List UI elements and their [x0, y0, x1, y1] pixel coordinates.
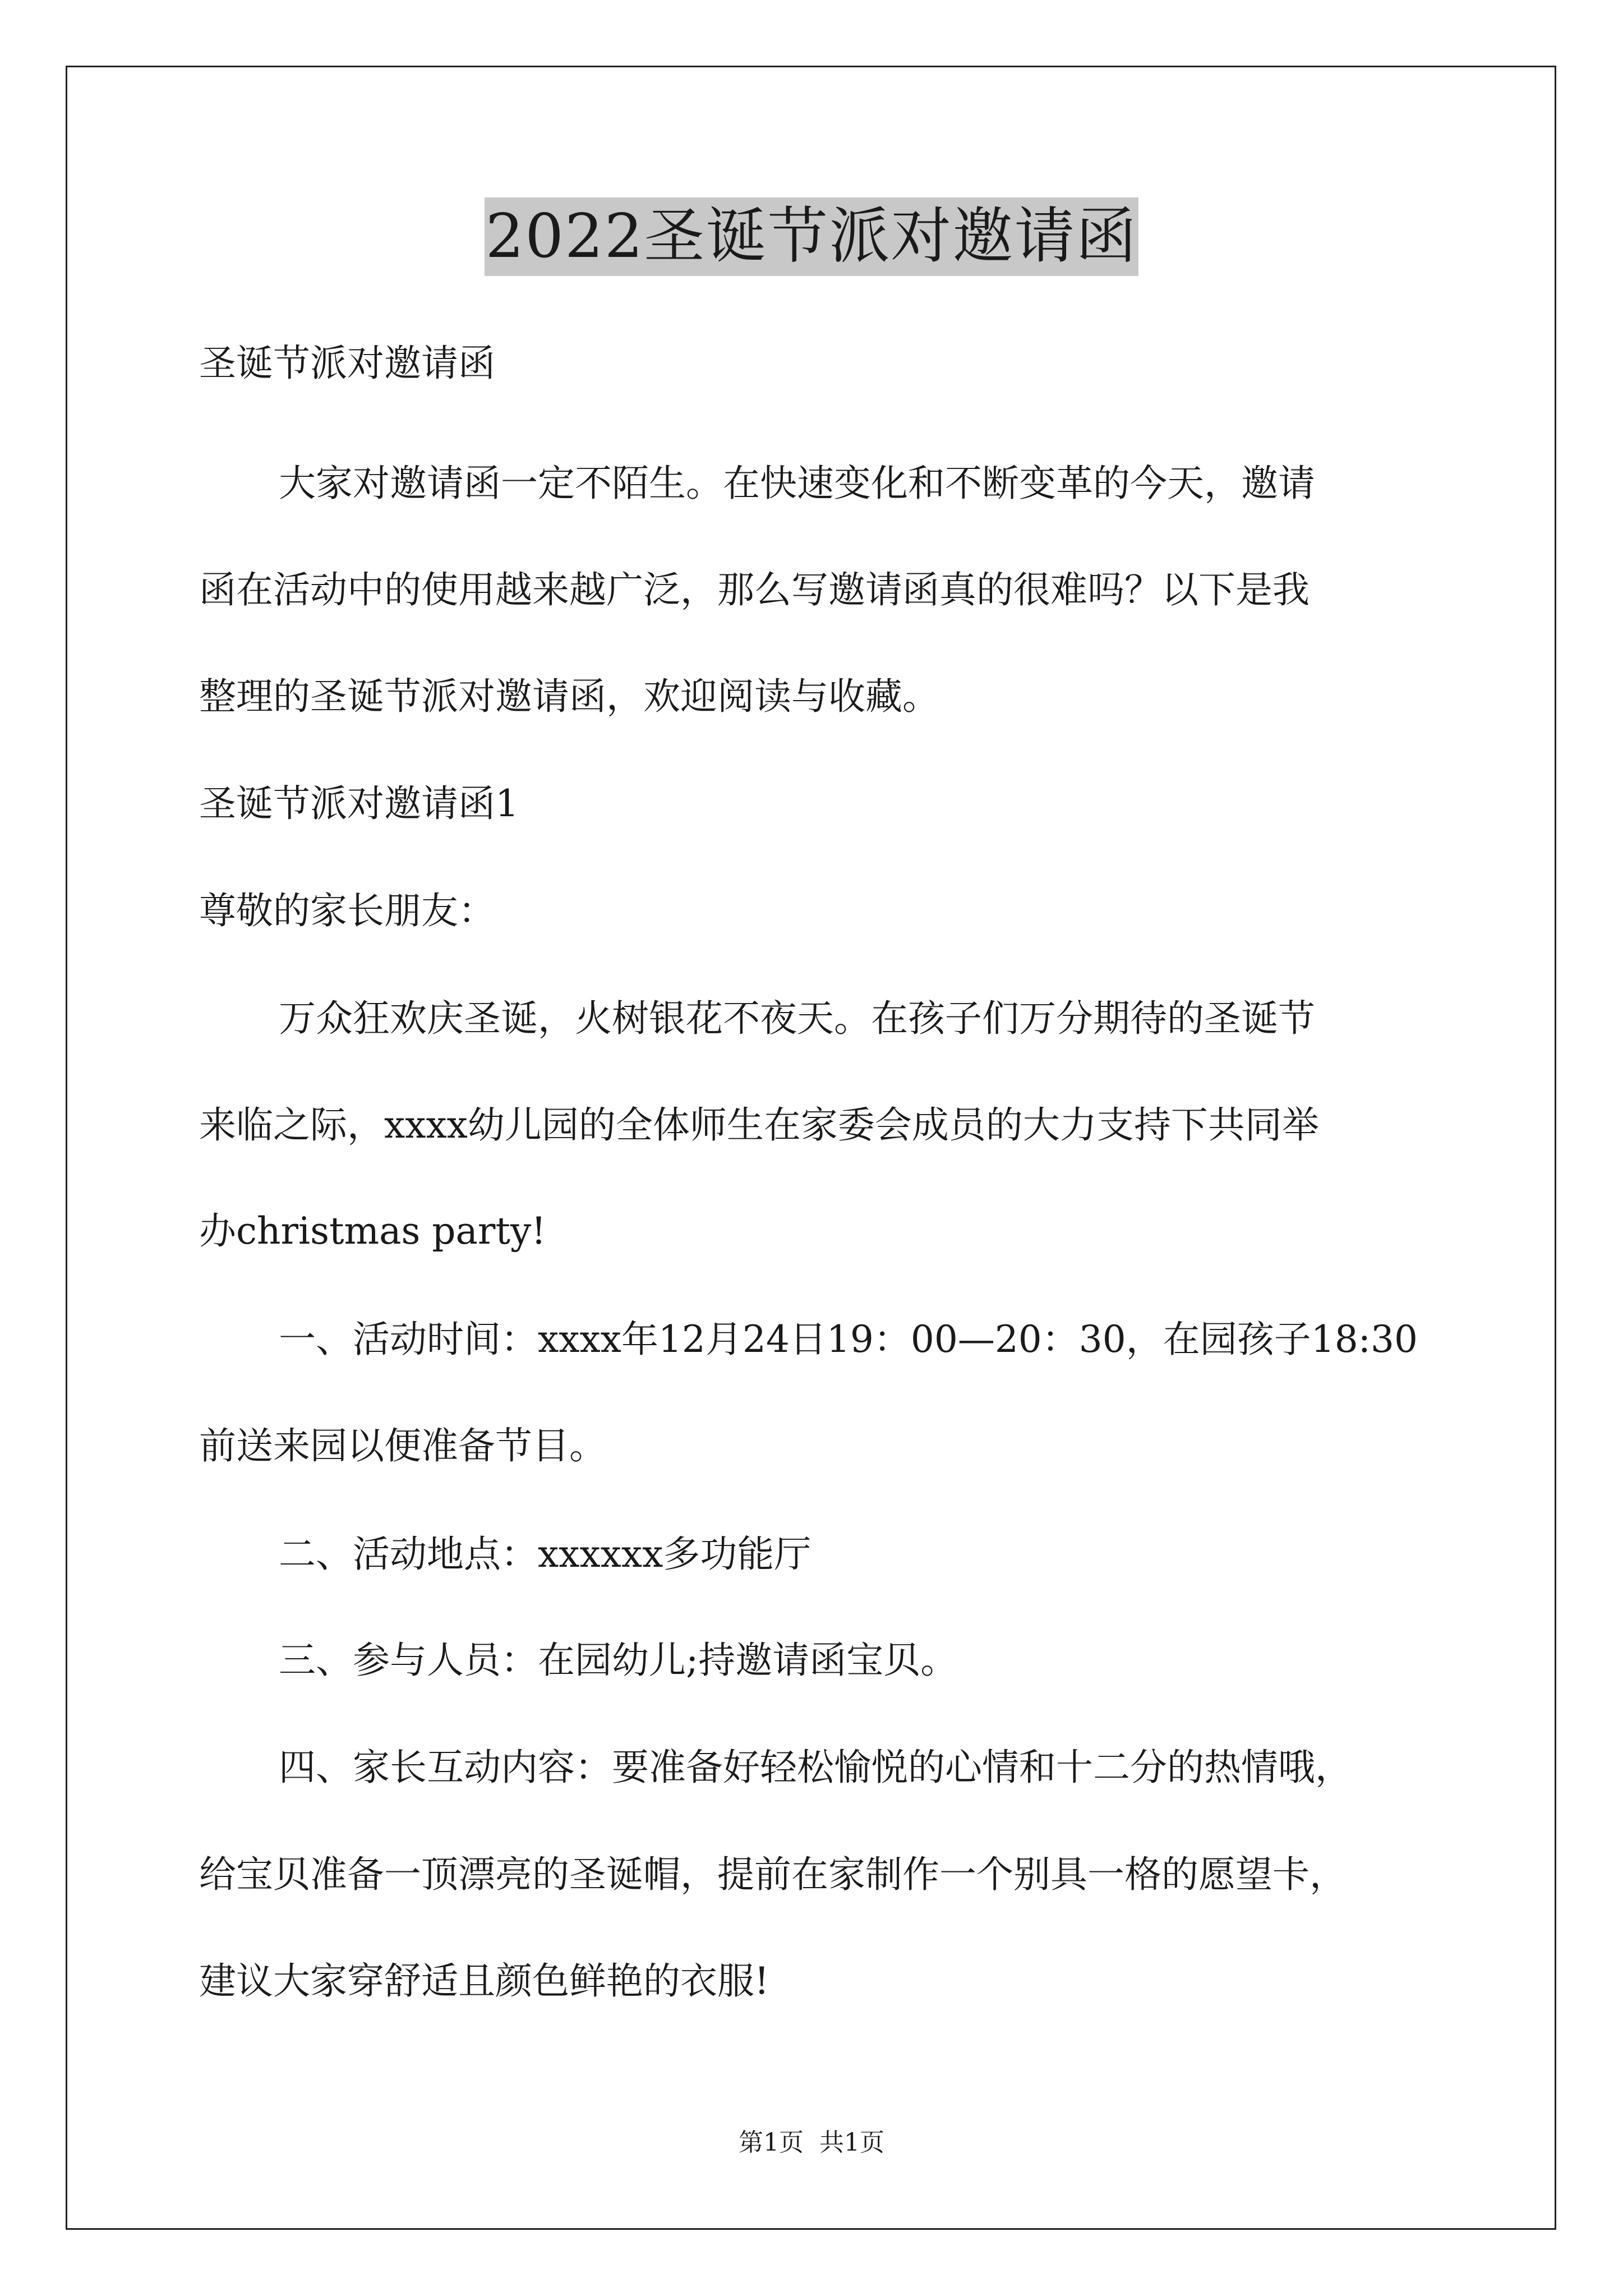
subtitle-line: 圣诞节派对邀请函 [199, 342, 495, 385]
list-item: 一、活动时间：xxxx年12月24日19：00—20：30，在园孩子18:30 [279, 1318, 1418, 1361]
body-line: 整理的圣诞节派对邀请函，欢迎阅读与收藏。 [199, 675, 939, 718]
list-item-continuation: 建议大家穿舒适且颜色鲜艳的衣服! [199, 1959, 769, 2003]
list-item-continuation: 给宝贝准备一顶漂亮的圣诞帽，提前在家制作一个别具一格的愿望卡， [199, 1853, 1347, 1896]
page-footer [0, 2126, 1623, 2160]
list-item-continuation: 前送来园以便准备节目。 [199, 1424, 606, 1467]
body-line: 大家对邀请函一定不陌生。在快速变化和不断变革的今天，邀请 [279, 462, 1315, 505]
list-item: 四、家长互动内容：要准备好轻松愉悦的心情和十二分的热情哦， [279, 1746, 1352, 1789]
page-count: 共1页 [819, 2128, 884, 2157]
title-container [0, 197, 1623, 276]
body-line: 来临之际，xxxx幼儿园的全体师生在家委会成员的大力支持下共同举 [199, 1103, 1319, 1147]
document-title: 2022圣诞节派对邀请函 [485, 197, 1139, 276]
list-item: 二、活动地点：xxxxxx多功能厅 [279, 1533, 811, 1576]
body-line: 函在活动中的使用越来越广泛，那么写邀请函真的很难吗？以下是我 [199, 568, 1310, 611]
list-item: 三、参与人员：在园幼儿;持邀请函宝贝。 [279, 1639, 958, 1682]
page-number: 第1页 [739, 2128, 804, 2157]
body-line: 办christmas party! [199, 1209, 546, 1253]
body-line: 万众狂欢庆圣诞，火树银花不夜天。在孩子们万分期待的圣诞节 [279, 997, 1315, 1040]
salutation: 尊敬的家长朋友： [199, 889, 495, 932]
section-heading: 圣诞节派对邀请函1 [199, 782, 519, 825]
